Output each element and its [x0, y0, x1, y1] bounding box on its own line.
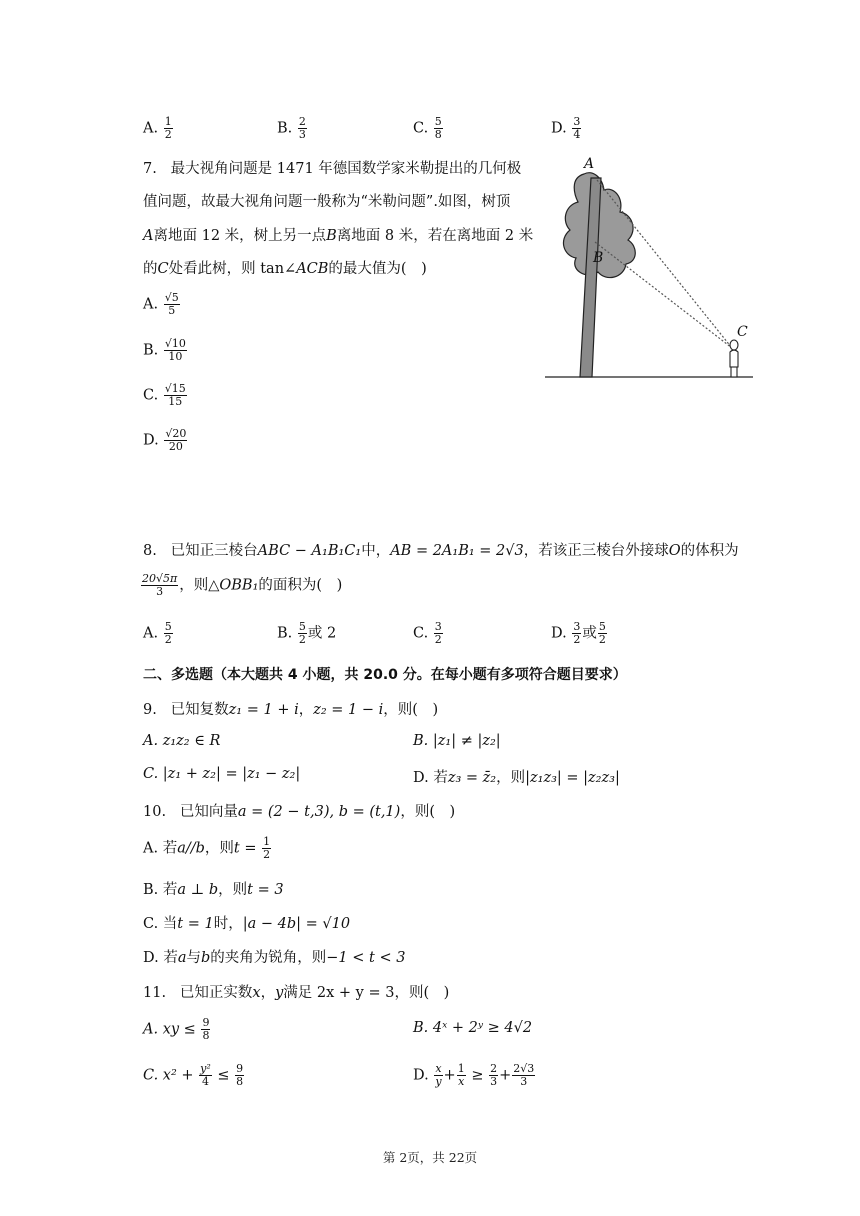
q8-option-b: B. $\frac{5}{2}$ 或 2 — [277, 620, 337, 646]
q7-option-a: A. $\frac{√5}{5}$ — [143, 291, 179, 317]
q9-stem: 9. 已知复数z₁ = 1 + i，z₂ = 1 − i，则( ) — [143, 702, 439, 718]
q11-stem: 11. 已知正实数x，y满足 2x + y = 3，则( ) — [143, 985, 450, 1001]
q9-option-c: C. |z₁ + z₂| = |z₁ − z₂| — [143, 766, 301, 782]
q6-option-b: B. $\frac{2}{3}$ — [277, 115, 306, 141]
observer-body — [730, 350, 738, 367]
label-a: A — [584, 156, 595, 172]
q9-option-d: D. 若z₃ = z̄₂，则|z₁z₃| = |z₂z₃| — [413, 770, 620, 786]
q10-option-b: B. 若a ⊥ b，则t = 3 — [143, 882, 284, 898]
q8-line1: 8. 已知正三棱台ABC − A₁B₁C₁中，AB = 2A₁B₁ = 2√3，若该正三棱台外接球O的体积为 — [143, 543, 739, 559]
q6-option-a: A. $\frac{1}{2}$ — [143, 115, 172, 141]
q9-option-b: B. |z₁| ≠ |z₂| — [413, 733, 501, 749]
q9-option-a: A. z₁z₂ ∈ R — [143, 733, 221, 749]
q10-stem: 10. 已知向量a = (2 − t,3), b = (t,1)，则( ) — [143, 804, 456, 820]
q7-line1: 7. 最大视角问题是 1471 年德国数学家米勒提出的几何极 — [143, 161, 522, 177]
q7-line3: A离地面 12 米，树上另一点B离地面 8 米，若在离地面 2 米 — [143, 228, 534, 244]
q10-option-c: C. 当t = 1时，|a − 4b| = √10 — [143, 916, 351, 932]
q8-line2: $\frac{20√5\pi}{3}$ ，则△OBB₁的面积为( ) — [142, 572, 343, 598]
q7-option-c: C. $\frac{√15}{15}$ — [143, 382, 186, 408]
q7-line4: 的C处看此树，则 tan∠ACB的最大值为( ) — [143, 261, 427, 277]
q11-option-a: A. xy ≤ $\frac{9}{8}$ — [143, 1016, 210, 1042]
section-2-heading: 二、多选题（本大题共 4 小题，共 20.0 分。在每小题有多项符合题目要求） — [143, 667, 627, 683]
observer-legs — [731, 367, 737, 377]
label-b: B — [593, 250, 604, 266]
q7-option-b: B. $\frac{√10}{10}$ — [143, 337, 186, 363]
q6-option-d: D. $\frac{3}{4}$ — [551, 115, 581, 141]
page-footer: 第 2页，共 22页 — [382, 1150, 478, 1165]
q11-option-b: B. 4ˣ + 2ʸ ≥ 4√2 — [413, 1020, 533, 1036]
q10-option-d: D. 若a与b的夹角为锐角，则−1 < t < 3 — [143, 950, 406, 966]
q8-option-c: C. $\frac{3}{2}$ — [413, 620, 442, 646]
q11-option-c: C. x² + $\frac{\text{y²}}{4}$ ≤ $\frac{9}{8}$ — [143, 1062, 244, 1088]
q7-line2: 值问题，故最大视角问题一般称为“米勒问题”.如图，树顶 — [143, 194, 511, 210]
q8-option-d: D. $\frac{3}{2}$ 或 $\frac{5}{2}$ — [551, 620, 606, 646]
q8-option-a: A. $\frac{5}{2}$ — [143, 620, 172, 646]
sight-line-b — [595, 242, 732, 348]
q6-option-c: C. $\frac{5}{8}$ — [413, 115, 442, 141]
q7-option-d: D. $\frac{√20}{20}$ — [143, 427, 187, 453]
q10-option-a: A. 若a//b，则t = $\frac{1}{2}$ — [143, 835, 271, 861]
q11-option-d: D. $\frac{x}{y}$ + $\frac{1}{x}$ ≥ $\frac{2}{3}$ + $\frac{2√3}{3}$ — [413, 1062, 535, 1088]
label-c: C — [737, 324, 748, 340]
q7-tree-figure — [540, 150, 760, 385]
observer-head — [730, 340, 738, 350]
